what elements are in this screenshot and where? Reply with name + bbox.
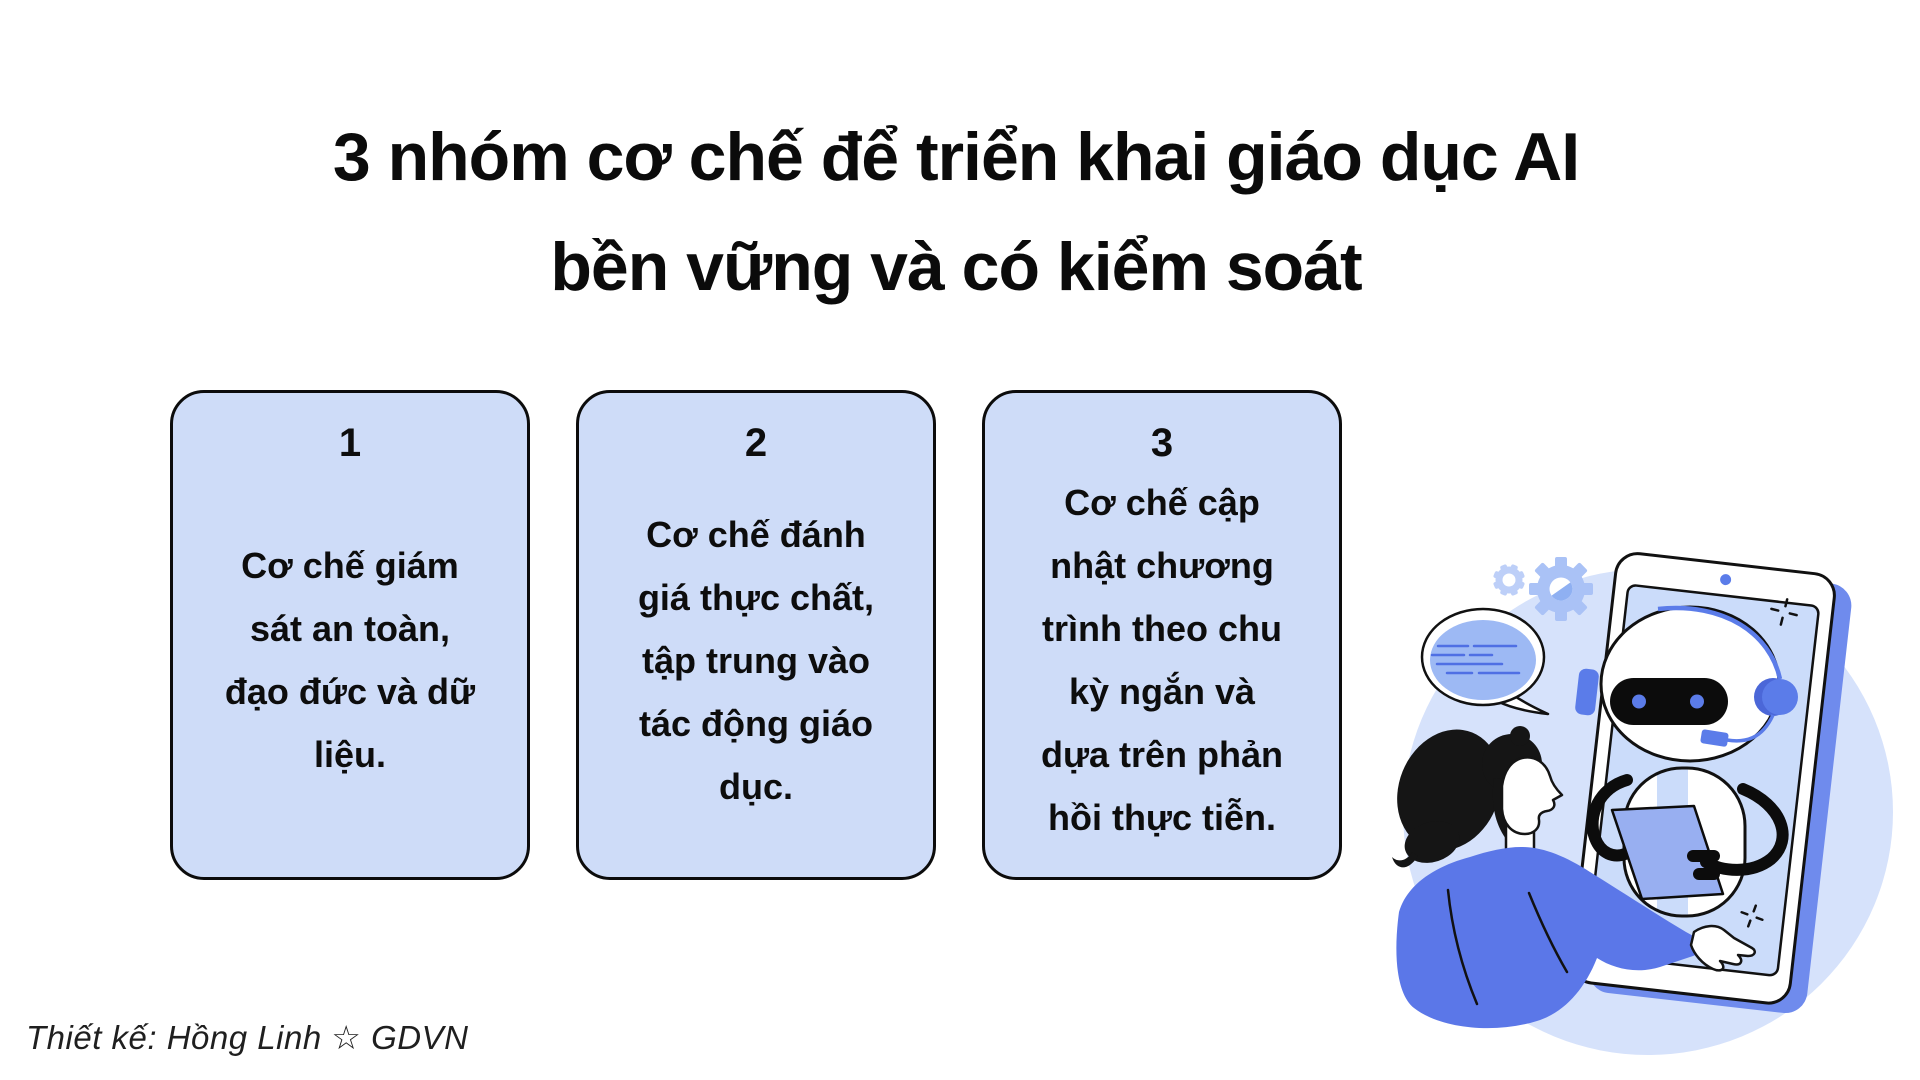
card-text-line: Cơ chế giám [241, 545, 459, 586]
card-text-line: dục. [718, 765, 793, 807]
card-number: 2 [744, 421, 768, 465]
card-text [1041, 471, 1283, 849]
robot-eye [1632, 695, 1646, 709]
card-mechanism-1 [170, 390, 530, 880]
card-text-line: kỳ ngắn và [1068, 671, 1256, 712]
card-body [225, 463, 475, 857]
card-text-line: tập trung vào [641, 639, 870, 681]
card-text [638, 503, 874, 818]
card-text-line: Cơ chế cập [1064, 482, 1260, 523]
card-body [1041, 463, 1283, 857]
page-title-line2: bền vững và có kiểm soát [550, 229, 1362, 305]
page-title-line1: 3 nhóm cơ chế để triển khai giáo dục AI [332, 119, 1580, 195]
chatbot-illustration [1380, 540, 1896, 1080]
card-number: 1 [338, 421, 362, 465]
card-text-line: nhật chương [1050, 545, 1274, 586]
gear-icon [1529, 557, 1593, 621]
page-title [0, 102, 1912, 322]
robot-eye [1690, 695, 1704, 709]
card-body [638, 463, 874, 857]
robot-hand [1687, 850, 1720, 862]
card-mechanism-3 [982, 390, 1342, 880]
robot-hand [1693, 868, 1720, 880]
card-text-line: sát an toàn, [249, 608, 451, 649]
robot-face-panel [1610, 678, 1728, 725]
card-mechanism-2 [576, 390, 936, 880]
card-number: 3 [1150, 421, 1174, 465]
card-text-line: giá thực chất, [637, 576, 875, 618]
card-text [225, 534, 475, 786]
card-text-line: trình theo chu [1042, 608, 1282, 649]
card-text-line: dựa trên phản [1040, 734, 1284, 775]
card-text-line: tác động giáo [638, 702, 873, 744]
gear-icon [1493, 564, 1525, 596]
designer-credit: Thiết kế: Hồng Linh ☆ GDVN [26, 1019, 469, 1056]
card-text-line: liệu. [313, 734, 386, 775]
headset-earpiece [1762, 679, 1798, 715]
mechanism-cards-row [170, 390, 1342, 880]
card-text-line: hồi thực tiễn. [1047, 797, 1277, 838]
card-text-line: đạo đức và dữ [224, 671, 476, 712]
card-text-line: Cơ chế đánh [646, 513, 866, 555]
